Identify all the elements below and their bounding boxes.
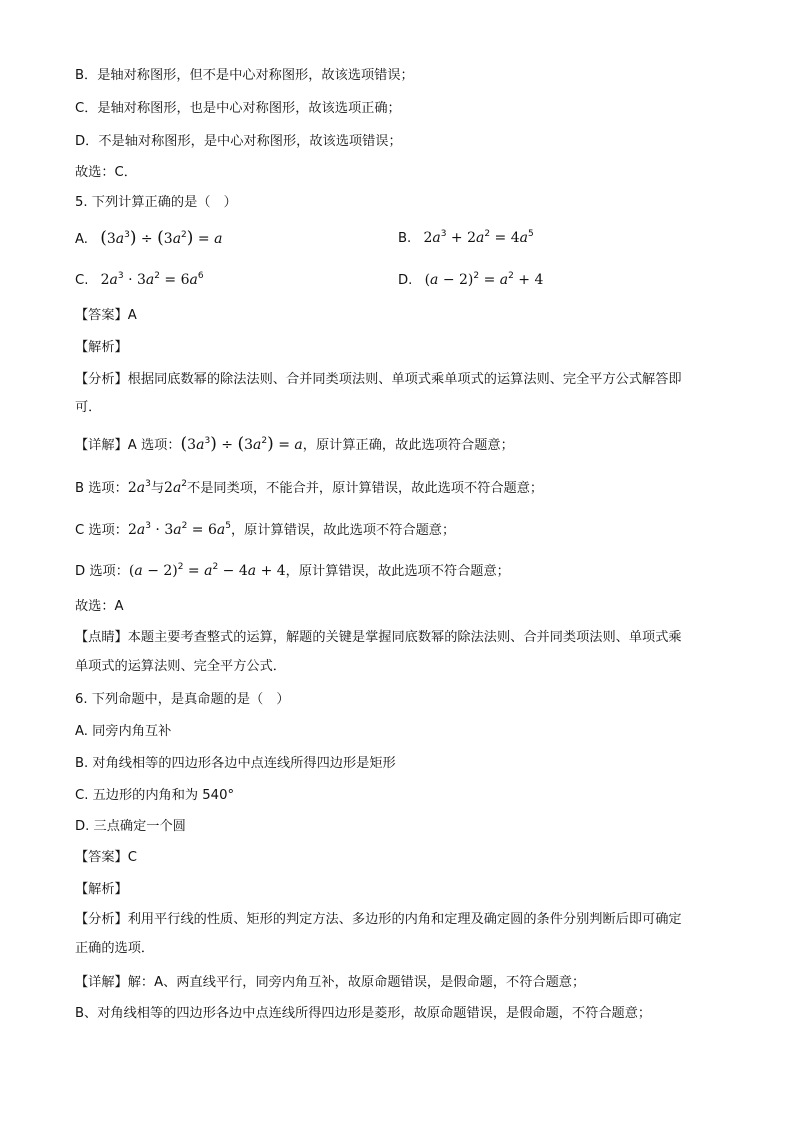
q5-analysis-line2: 可．: [75, 400, 102, 415]
q5-detail-a-formula: $(3a^3) \div (3a^2) = a$: [180, 434, 303, 454]
q6-jiexi: 【解析】: [75, 882, 128, 897]
q6-option-b: B. 对角线相等的四边形各边中点连线所得四边形是矩形: [75, 756, 396, 771]
q6-detail-line1: 【详解】解：A、两直线平行，同旁内角互补，故原命题错误，是假命题，不符合题意；: [75, 975, 586, 990]
q5-detail-b: B 选项：$2a^3$与$2a^2$不是同类项，不能合并，原计算错误，故此选项不符合题意；: [75, 479, 544, 496]
q5-comment-line1: 【点睛】本题主要考查整式的运算，解题的关键是掌握同底数幂的除法法则、合并同类项法则、单项式乘: [75, 630, 682, 645]
q5-detail-a: [75, 434, 514, 456]
q5-option-c-formula: $2a^3 \cdot 3a^2 = 6a^6$: [100, 271, 204, 288]
q5-detail-d-label: D 选项：: [75, 564, 129, 579]
q5-option-d-letter: D.: [398, 273, 413, 288]
q5-jiexi: 【解析】: [75, 340, 128, 355]
q6-answer: 【答案】C: [75, 850, 137, 865]
q5-answer: 【答案】A: [75, 308, 137, 323]
q4-choose: 故选：C．: [75, 165, 137, 180]
q6-analysis-line2: 正确的选项．: [75, 941, 155, 956]
q5-option-a-formula: $(3a^3) \div (3a^2) = a$: [100, 228, 223, 248]
q6-option-a: A. 同旁内角互补: [75, 724, 172, 739]
q5-option-d-formula: $(a - 2)^2 = a^2 + 4$: [424, 271, 544, 288]
q5-detail-a-text: ，原计算正确，故此选项符合题意；: [302, 438, 514, 453]
q5-detail-d-text: ，原计算错误，故此选项不符合题意；: [285, 564, 510, 579]
q5-option-c-letter: C.: [75, 273, 89, 288]
q5-option-c: [75, 270, 204, 291]
q5-detail-c-label: C 选项：: [75, 523, 128, 538]
q5-detail-b-mid: 与: [150, 481, 165, 496]
q6-analysis-line1: 【分析】利用平行线的性质、矩形的判定方法、多边形的内角和定理及确定圆的条件分别判断后即可确定: [75, 912, 682, 927]
q5-stem: 5. 下列计算正确的是（ ）: [75, 195, 237, 210]
q5-detail-d: D 选项：$(a - 2)^2 = a^2 - 4a + 4$，原计算错误，故此选项不符合题意；: [75, 562, 510, 579]
q5-analysis-line1: 【分析】根据同底数幂的除法法则、合并同类项法则、单项式乘单项式的运算法则、完全平方公式解答即: [75, 372, 682, 387]
q5-choose: 故选：A: [75, 599, 124, 614]
q4-option-b-explanation: B．是轴对称图形，但不是中心对称图形，故该选项错误；: [75, 68, 414, 83]
q6-option-c: C. 五边形的内角和为 540°: [75, 788, 235, 803]
q5-detail-b-text: 不是同类项，不能合并，原计算错误，故此选项不符合题意；: [187, 481, 544, 496]
q5-option-b: [398, 228, 534, 249]
q6-detail-line2: B、对角线相等的四边形各边中点连线所得四边形是菱形，故原命题错误，是假命题，不符合题意；: [75, 1006, 652, 1021]
q5-option-b-letter: B.: [398, 231, 412, 246]
q5-detail-c: C 选项：$2a^3 \cdot 3a^2 = 6a^5$，原计算错误，故此选项不符合题意；: [75, 521, 456, 538]
q5-comment-line2: 单项式的运算法则、完全平方公式．: [75, 659, 286, 674]
q6-option-d: D. 三点确定一个圆: [75, 819, 186, 834]
q5-option-a-letter: A.: [75, 232, 88, 247]
q4-option-c-explanation: C．是轴对称图形，也是中心对称图形，故该选项正确；: [75, 101, 401, 116]
q5-detail-a-label: 【详解】A 选项：: [75, 438, 181, 453]
q6-stem: 6. 下列命题中，是真命题的是（ ）: [75, 692, 290, 707]
q5-detail-c-text: ，原计算错误，故此选项不符合题意；: [230, 523, 456, 538]
q5-option-a: [75, 228, 222, 250]
q5-detail-b-label: B 选项：: [75, 481, 128, 496]
q5-option-d: [398, 270, 543, 291]
q4-option-d-explanation: D．不是轴对称图形，是中心对称图形，故该选项错误；: [75, 134, 402, 149]
q5-option-b-formula: $2a^3 + 2a^2 = 4a^5$: [423, 229, 534, 246]
